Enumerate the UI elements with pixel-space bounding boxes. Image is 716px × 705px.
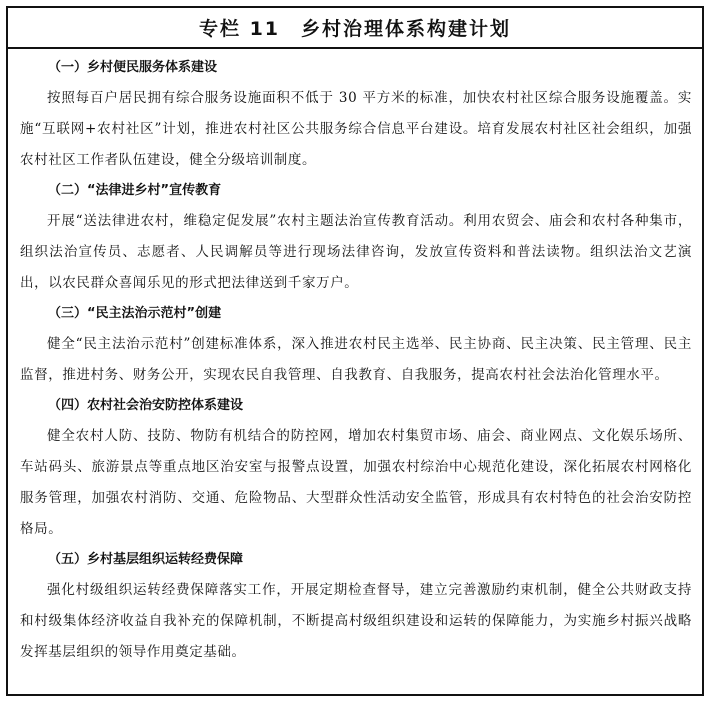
section-heading: （一）乡村便民服务体系建设 xyxy=(48,60,218,75)
section-2 xyxy=(20,176,692,299)
section-1 xyxy=(20,53,692,176)
section-body: 按照每百户居民拥有综合服务设施面积不低于 30 平方米的标准，加快农村社区综合服务设施覆盖。实施“互联网+农村社区”计划，推进农村社区公共服务综合信息平台建设。培育发展农村社区社会组织，加强农村社区工作者队伍建设，健全分级培训制度。 xyxy=(20,90,692,168)
section-body: 开展“送法律进农村，维稳定促发展”农村主题法治宣传教育活动。利用农贸会、庙会和农村各种集市，组织法治宣传员、志愿者、人民调解员等进行现场法律咨询，发放宣传资料和普法读物。组织法治文艺演出，以农民群众喜闻乐见的形式把法律送到千家万户。 xyxy=(20,213,692,291)
section-3 xyxy=(20,299,692,391)
section-5 xyxy=(20,545,692,668)
section-heading: （五）乡村基层组织运转经费保障 xyxy=(48,552,244,567)
section-heading: （四）农村社会治安防控体系建设 xyxy=(48,398,244,413)
section-body: 强化村级组织运转经费保障落实工作，开展定期检查督导，建立完善激励约束机制，健全公共财政支持和村级集体经济收益自我补充的保障机制，不断提高村级组织建设和运转的保障能力，为实施乡村振兴战略发挥基层组织的领导作用奠定基础。 xyxy=(20,582,692,660)
section-4 xyxy=(20,391,692,545)
section-heading: （二）“法律进乡村”宣传教育 xyxy=(48,183,222,198)
section-body: 健全“民主法治示范村”创建标准体系，深入推进农村民主选举、民主协商、民主决策、民主管理、民主监督，推进村务、财务公开，实现农民自我管理、自我教育、自我服务，提高农村社会法治化管理水平。 xyxy=(20,336,692,383)
section-heading: （三）“民主法治示范村”创建 xyxy=(48,306,222,321)
column-content xyxy=(8,49,702,668)
column-title: 专栏 11 乡村治理体系构建计划 xyxy=(8,8,702,49)
section-body: 健全农村人防、技防、物防有机结合的防控网，增加农村集贸市场、庙会、商业网点、文化娱乐场所、车站码头、旅游景点等重点地区治安室与报警点设置，加强农村综治中心规范化建设，深化拓展农村网格化服务管理，加强农村消防、交通、危险物品、大型群众性活动安全监管，形成具有农村特色的社会治安防控格局。 xyxy=(20,428,692,537)
column-box xyxy=(6,6,704,696)
